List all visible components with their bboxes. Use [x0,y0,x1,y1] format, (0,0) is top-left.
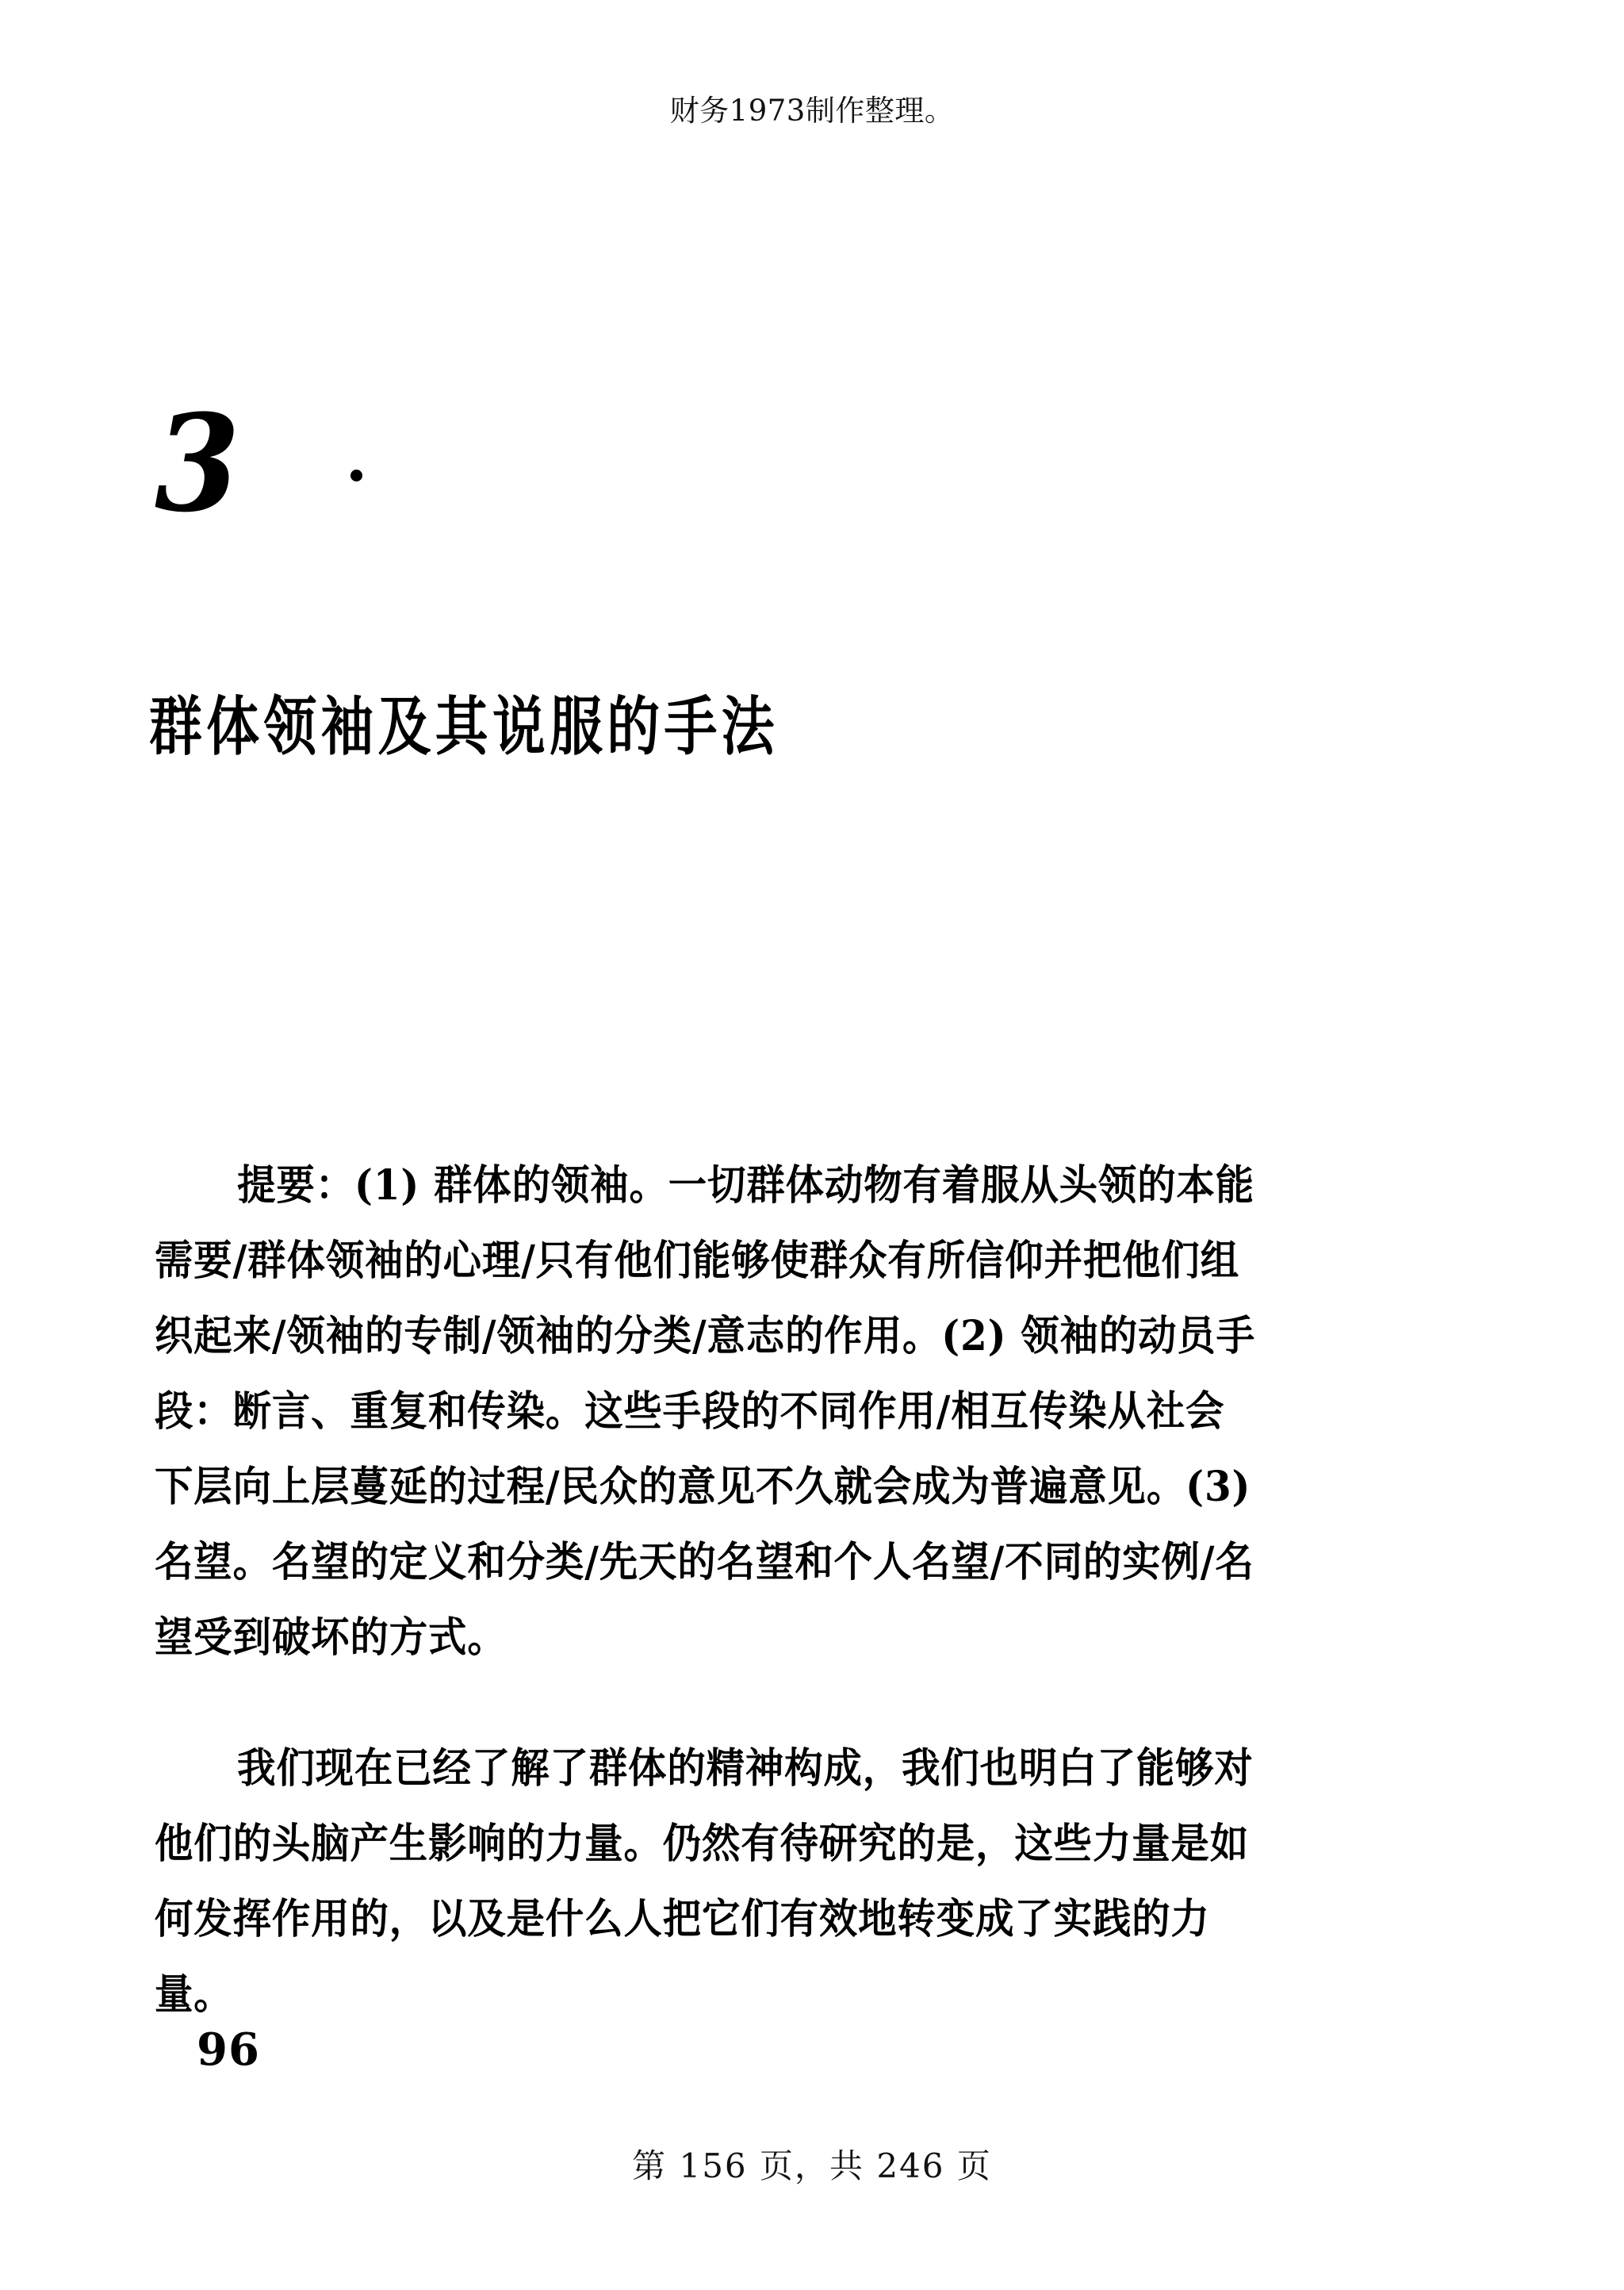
page-number: 96 [197,2023,260,2076]
summary-line: 提要：(1) 群体的领袖。一切群体动物有着服从头领的本能 [237,1161,1255,1210]
summary-paragraph [155,1148,1314,1675]
summary-line: 望受到破坏的方式。 [155,1613,507,1662]
summary-line: 织起来/领袖的专制/领袖的分类/意志的作用。(2) 领袖的动员手 [155,1312,1256,1360]
running-header: 财务1973制作整理。 [669,94,955,128]
summary-line: 需要/群体领袖的心理/只有他们能够使群众有所信仰并把他们组 [155,1237,1240,1285]
chapter-title: 群体领袖及其说服的手法 [149,689,779,765]
summary-line: 名望。名望的定义和分类/先天的名望和个人名望/不同的实例/名 [155,1538,1254,1586]
chapter-number-dot-icon [350,470,362,481]
body-line: 何发挥作用的，以及是什么人把它们有效地转变成了实践的力 [155,1895,1210,1943]
chapter-number: 3 [155,385,240,542]
body-line: 我们现在已经了解了群体的精神构成，我们也明白了能够对 [237,1744,1254,1793]
running-footer: 第 156 页，共 246 页 [632,2146,992,2185]
summary-line: 段：断言、重复和传染。这些手段的不同作用/相互传染从社会 [155,1387,1225,1436]
body-paragraph [155,1731,1314,2032]
body-line: 他们的头脑产生影响的力量。仍然有待研究的是，这些力量是如 [155,1820,1250,1868]
body-line: 量。 [155,1970,233,2019]
summary-line: 下层向上层蔓延的过程/民众的意见不久就会成为普遍意见。(3) [155,1463,1251,1511]
chapter-number-block [155,385,630,542]
